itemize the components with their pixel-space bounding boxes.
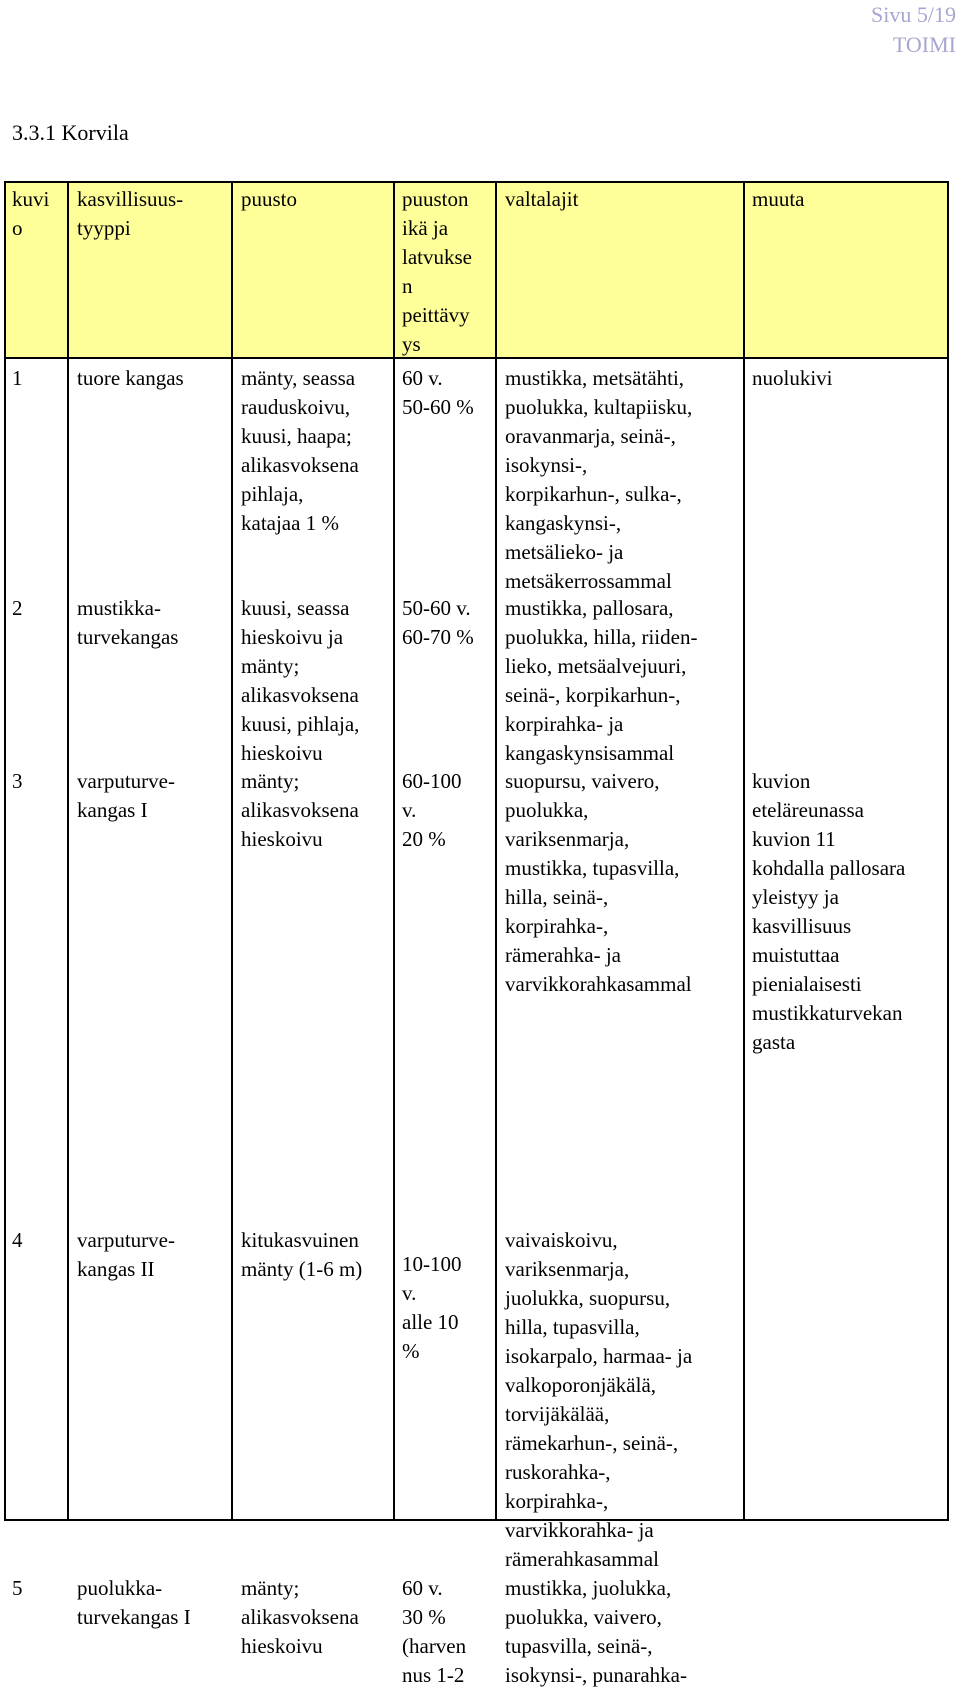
row-4-tyyppi-line: varputurve- xyxy=(77,1228,175,1252)
column-header-ika-line: peittävy xyxy=(402,303,470,327)
row-1-valtalajit-line: isokynsi-, xyxy=(505,453,588,477)
row-2-ika-line: 60-70 % xyxy=(402,625,474,649)
page-header xyxy=(871,0,956,60)
row-4-ika-line: % xyxy=(402,1339,420,1363)
column-header-kuvio xyxy=(12,185,49,243)
row-3-valtalajit xyxy=(505,767,692,999)
row-2-kuvio xyxy=(12,594,23,623)
row-4-valtalajit-line: rämekarhun-, seinä-, xyxy=(505,1431,679,1455)
row-3-kuvio-line: 3 xyxy=(12,769,23,793)
row-3-puusto-line: hieskoivu xyxy=(241,827,323,851)
row-4-valtalajit-line: valkoporonjäkälä, xyxy=(505,1373,657,1397)
row-5-valtalajit-line: mustikka, juolukka, xyxy=(505,1576,672,1600)
column-divider xyxy=(495,183,497,1519)
row-4-valtalajit-line: ruskorahka-, xyxy=(505,1460,611,1484)
row-4-ika-line: alle 10 xyxy=(402,1310,459,1334)
row-4-valtalajit-line: juolukka, suopursu, xyxy=(505,1286,671,1310)
row-3-muuta-line: yleistyy ja xyxy=(752,885,839,909)
column-header-puusto xyxy=(241,185,297,214)
row-2-kuvio-line: 2 xyxy=(12,596,23,620)
column-divider xyxy=(393,183,395,1519)
row-4-puusto xyxy=(241,1226,362,1284)
row-1-valtalajit-line: korpikarhun-, sulka-, xyxy=(505,482,682,506)
row-4-valtalajit-line: torvijäkälää, xyxy=(505,1402,610,1426)
row-3-puusto-line: mänty; xyxy=(241,769,300,793)
row-4-puusto-line: kitukasvuinen xyxy=(241,1228,359,1252)
row-4-valtalajit-line: rämerahkasammal xyxy=(505,1547,659,1571)
author-label: TOIMI xyxy=(892,32,956,57)
row-3-ika-line: 60-100 xyxy=(402,769,462,793)
column-header-tyyppi-line: tyyppi xyxy=(77,216,131,240)
row-4-kuvio xyxy=(12,1226,23,1255)
section-title: 3.3.1 Korvila xyxy=(12,120,129,145)
row-1-tyyppi xyxy=(77,364,184,393)
row-1-puusto-line: mänty, seassa xyxy=(241,366,356,390)
row-5-valtalajit-line: puolukka, vaivero, xyxy=(505,1605,662,1629)
row-3-tyyppi-line: kangas I xyxy=(77,798,148,822)
row-2-tyyppi xyxy=(77,594,178,652)
row-1-valtalajit-line: oravanmarja, seinä-, xyxy=(505,424,676,448)
row-2-puusto-line: kuusi, pihlaja, xyxy=(241,712,360,736)
row-2-ika xyxy=(402,594,474,652)
row-2-puusto-line: mänty; xyxy=(241,654,300,678)
row-1-puusto-line: rauduskoivu, xyxy=(241,395,351,419)
row-1-valtalajit-line: metsälieko- ja xyxy=(505,540,624,564)
row-5-tyyppi-line: puolukka- xyxy=(77,1576,163,1600)
column-header-ika-line: puuston xyxy=(402,187,469,211)
row-1-valtalajit-line: mustikka, metsätähti, xyxy=(505,366,685,390)
row-3-ika xyxy=(402,767,462,854)
row-5-valtalajit xyxy=(505,1574,687,1690)
row-4-valtalajit-line: korpirahka-, xyxy=(505,1489,609,1513)
column-header-kuvio-line: o xyxy=(12,216,23,240)
row-2-puusto-line: hieskoivu xyxy=(241,741,323,765)
row-3-muuta-line: kuvion xyxy=(752,769,811,793)
row-2-ika-line: 50-60 v. xyxy=(402,596,471,620)
row-1-valtalajit-line: kangaskynsi-, xyxy=(505,511,622,535)
column-header-ika-line: n xyxy=(402,274,413,298)
row-2-valtalajit-line: lieko, metsäalvejuuri, xyxy=(505,654,687,678)
column-header-ika xyxy=(402,185,472,359)
row-1-ika-line: 50-60 % xyxy=(402,395,474,419)
row-3-muuta xyxy=(752,767,905,1057)
row-3-tyyppi xyxy=(77,767,175,825)
row-5-puusto-line: mänty; xyxy=(241,1576,300,1600)
row-4-tyyppi xyxy=(77,1226,175,1284)
row-3-valtalajit-line: suopursu, vaivero, xyxy=(505,769,660,793)
row-5-ika-line: 30 % xyxy=(402,1605,446,1629)
row-3-muuta-line: eteläreunassa xyxy=(752,798,864,822)
row-1-kuvio-line: 1 xyxy=(12,366,23,390)
row-5-ika xyxy=(402,1574,466,1690)
row-3-puusto xyxy=(241,767,359,854)
row-3-ika-line: 20 % xyxy=(402,827,446,851)
row-5-valtalajit-line: isokynsi-, punarahka- xyxy=(505,1663,687,1687)
row-4-valtalajit xyxy=(505,1226,692,1574)
row-3-kuvio xyxy=(12,767,23,796)
row-5-valtalajit-line: tupasvilla, seinä-, xyxy=(505,1634,653,1658)
row-4-valtalajit-line: variksenmarja, xyxy=(505,1257,630,1281)
row-4-kuvio-line: 4 xyxy=(12,1228,23,1252)
column-header-puusto-line: puusto xyxy=(241,187,298,211)
row-5-ika-line: (harven xyxy=(402,1634,467,1658)
row-1-puusto xyxy=(241,364,359,538)
column-divider xyxy=(231,183,233,1519)
row-1-ika-line: 60 v. xyxy=(402,366,443,390)
row-1-ika xyxy=(402,364,474,422)
row-1-muuta-line: nuolukivi xyxy=(752,366,833,390)
row-4-valtalajit-line: varvikkorahka- ja xyxy=(505,1518,654,1542)
column-header-tyyppi-line: kasvillisuus- xyxy=(77,187,184,211)
column-header-ika-line: latvukse xyxy=(402,245,472,269)
row-1-puusto-line: katajaa 1 % xyxy=(241,511,339,535)
row-3-valtalajit-line: mustikka, tupasvilla, xyxy=(505,856,680,880)
row-1-valtalajit-line: puolukka, kultapiisku, xyxy=(505,395,693,419)
row-2-puusto-line: kuusi, seassa xyxy=(241,596,350,620)
row-3-valtalajit-line: hilla, seinä-, xyxy=(505,885,609,909)
row-1-kuvio xyxy=(12,364,23,393)
row-1-puusto-line: kuusi, haapa; xyxy=(241,424,352,448)
row-5-tyyppi-line: turvekangas I xyxy=(77,1605,191,1629)
column-header-muuta xyxy=(752,185,805,214)
row-2-tyyppi-line: turvekangas xyxy=(77,625,179,649)
column-header-valtalajit xyxy=(505,185,578,214)
row-2-valtalajit-line: kangaskynsisammal xyxy=(505,741,675,765)
column-header-ika-line: ys xyxy=(402,332,421,356)
row-2-valtalajit-line: seinä-, korpikarhun-, xyxy=(505,683,681,707)
row-3-tyyppi-line: varputurve- xyxy=(77,769,175,793)
row-3-muuta-line: muistuttaa xyxy=(752,943,840,967)
row-3-valtalajit-line: variksenmarja, xyxy=(505,827,630,851)
row-5-ika-line: 60 v. xyxy=(402,1576,443,1600)
row-2-valtalajit-line: puolukka, hilla, riiden- xyxy=(505,625,698,649)
row-3-muuta-line: mustikkaturvekan xyxy=(752,1001,903,1025)
page-number: Sivu 5/19 xyxy=(871,2,956,27)
row-3-valtalajit-line: puolukka, xyxy=(505,798,589,822)
row-4-ika-line: v. xyxy=(402,1281,417,1305)
row-2-valtalajit-line: korpirahka- ja xyxy=(505,712,624,736)
row-4-valtalajit-line: vaivaiskoivu, xyxy=(505,1228,618,1252)
row-1-muuta xyxy=(752,364,833,393)
row-2-valtalajit-line: mustikka, pallosara, xyxy=(505,596,674,620)
row-4-ika-line: 10-100 xyxy=(402,1252,462,1276)
row-4-tyyppi-line: kangas II xyxy=(77,1257,155,1281)
column-header-muuta-line: muuta xyxy=(752,187,805,211)
row-2-puusto-line: hieskoivu ja xyxy=(241,625,344,649)
vegetation-table xyxy=(4,181,949,1687)
row-3-puusto-line: alikasvoksena xyxy=(241,798,359,822)
column-header-valtalajit-line: valtalajit xyxy=(505,187,579,211)
row-3-valtalajit-line: korpirahka-, xyxy=(505,914,609,938)
row-4-ika xyxy=(402,1250,462,1366)
row-3-muuta-line: kasvillisuus xyxy=(752,914,852,938)
row-2-tyyppi-line: mustikka- xyxy=(77,596,161,620)
row-4-puusto-line: mänty (1-6 m) xyxy=(241,1257,363,1281)
row-3-ika-line: v. xyxy=(402,798,417,822)
row-3-muuta-line: kuvion 11 xyxy=(752,827,836,851)
row-2-puusto-line: alikasvoksena xyxy=(241,683,359,707)
row-5-puusto xyxy=(241,1574,359,1661)
row-1-valtalajit-line: metsäkerrossammal xyxy=(505,569,672,593)
row-3-muuta-line: kohdalla pallosara xyxy=(752,856,906,880)
row-1-puusto-line: pihlaja, xyxy=(241,482,304,506)
row-5-puusto-line: hieskoivu xyxy=(241,1634,323,1658)
row-5-tyyppi xyxy=(77,1574,191,1632)
row-3-muuta-line: pienialaisesti xyxy=(752,972,862,996)
row-5-ika-line: nus 1-2 xyxy=(402,1663,465,1687)
row-1-valtalajit xyxy=(505,364,692,596)
row-3-muuta-line: gasta xyxy=(752,1030,796,1054)
row-4-valtalajit-line: hilla, tupasvilla, xyxy=(505,1315,640,1339)
row-4-valtalajit-line: isokarpalo, harmaa- ja xyxy=(505,1344,693,1368)
column-header-kuvio-line: kuvi xyxy=(12,187,50,211)
column-divider xyxy=(743,183,745,1519)
column-divider xyxy=(67,183,69,1519)
column-header-ika-line: ikä ja xyxy=(402,216,449,240)
row-1-puusto-line: alikasvoksena xyxy=(241,453,359,477)
row-5-puusto-line: alikasvoksena xyxy=(241,1605,359,1629)
row-3-valtalajit-line: rämerahka- ja xyxy=(505,943,622,967)
row-2-puusto xyxy=(241,594,359,768)
row-5-kuvio xyxy=(12,1574,23,1603)
row-1-tyyppi-line: tuore kangas xyxy=(77,366,184,390)
row-5-kuvio-line: 5 xyxy=(12,1576,23,1600)
row-2-valtalajit xyxy=(505,594,697,768)
column-header-tyyppi xyxy=(77,185,183,243)
row-3-valtalajit-line: varvikkorahkasammal xyxy=(505,972,692,996)
